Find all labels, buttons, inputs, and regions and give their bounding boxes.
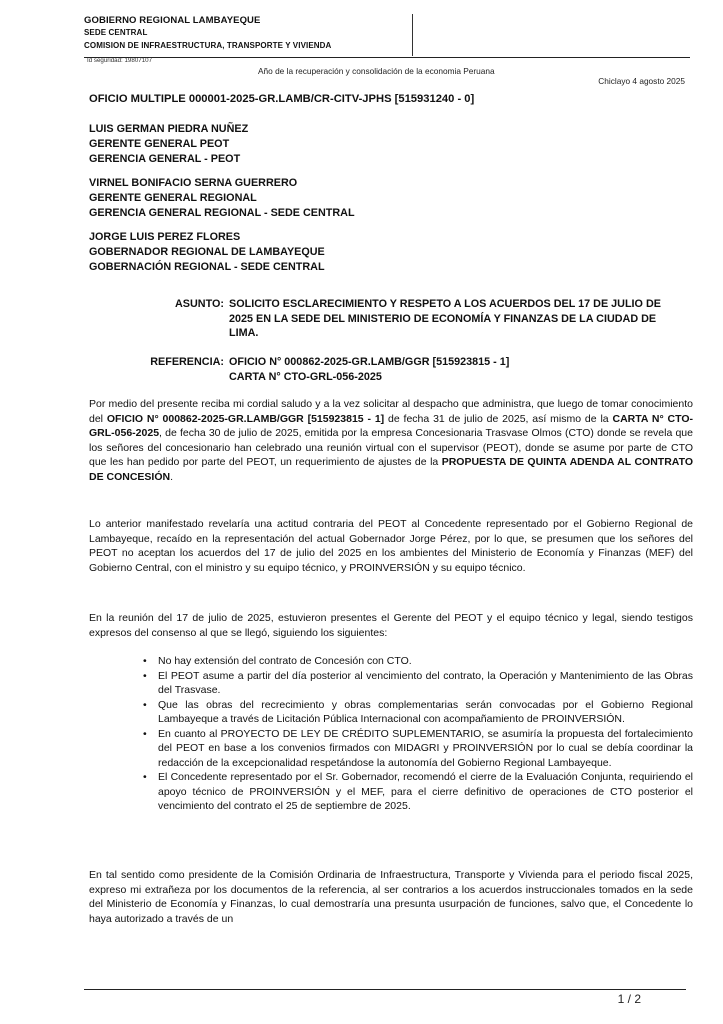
- recipient-position: GERENTE GENERAL REGIONAL: [89, 192, 257, 204]
- text-run-bold: CARTA N° CTO-GRL-056-2025: [89, 412, 694, 439]
- list-item: [143, 727, 693, 771]
- org-name: GOBIERNO REGIONAL LAMBAYEQUE: [84, 15, 261, 26]
- recipient-office: GERENCIA GENERAL REGIONAL - SEDE CENTRAL: [89, 207, 355, 219]
- paragraph-analysis: Lo anterior manifestado revelaría una actitud contraria del PEOT al Concedente representado por el Gobierno Regional de Lambayeque, recaído en la representación del actual Gobernador Jorge Pérez, por lo que, se presumen que los señores del PEOT no aceptan los acuerdos del 17 de julio del 2025 en los ambientes del Ministerio de Economía y Finanzas (MEF) del Gobierno Central, con el ministro y su equipo técnico, y PROINVERSIÓN y su equipo técnico.: [89, 518, 693, 574]
- list-item-text: Que las obras del recrecimiento y obras complementarias serán convocadas por el Gobierno Regional Lambayeque a través de Licitación Pública Internacional con acompañamiento de PROINVERSIÓN.: [158, 698, 693, 725]
- recipient-name: JORGE LUIS PEREZ FLORES: [89, 231, 241, 243]
- recipient-office: GOBERNACIÓN REGIONAL - SEDE CENTRAL: [89, 261, 325, 273]
- commission-name: COMISION DE INFRAESTRUCTURA, TRANSPORTE Y VIVIENDA: [84, 40, 332, 50]
- bullet-icon: •: [143, 655, 147, 667]
- list-item: [143, 669, 693, 698]
- text-run-bold: OFICIO N° 000862-2025-GR.LAMB/GGR [515923815 - 1]: [106, 412, 385, 425]
- paragraph-intro: [89, 397, 693, 484]
- bullet-icon: •: [143, 669, 147, 682]
- text-run: .: [170, 470, 174, 483]
- recipient-name: VIRNEL BONIFACIO SERNA GUERRERO: [89, 177, 298, 189]
- document-date: Chiclayo 4 agosto 2025: [598, 76, 685, 86]
- security-id: Id seguridad: 19807107: [87, 57, 153, 64]
- list-item: [143, 654, 693, 669]
- sede-name: SEDE CENTRAL: [84, 28, 148, 37]
- asunto-label: ASUNTO:: [175, 298, 224, 310]
- referencia-item: CARTA N° CTO-GRL-056-2025: [229, 370, 382, 383]
- list-item: [143, 770, 693, 814]
- recipients-block: [89, 122, 649, 284]
- recipient: [89, 122, 649, 167]
- list-item-text: El PEOT asume a partir del día posterior al vencimiento del contrato, la Operación y Mantenimiento de las Obras del Trasvase.: [158, 669, 693, 696]
- text-run: , de fecha 30 de julio de 2025, emitida por la empresa Concesionaria Trasvase Olmos (CTO) donde se revela que los señores del concesionario han celebrado una reunión virtual con el supervisor (PEOT), donde se asume por parte de CTO que les han pedido por parte del PEOT, un requerimiento de ajustes de la: [89, 427, 693, 468]
- text-run: Por medio del presente reciba mi cordial saludo y a la vez solicitar al despacho que administra, que luego de tomar conocimiento del: [89, 398, 693, 425]
- text-run: de fecha 31 de julio de 2025, así mismo de la: [384, 412, 613, 425]
- page-number: 1 / 2: [617, 992, 641, 1006]
- letterhead: [84, 14, 413, 56]
- text-run-bold: PROPUESTA DE QUINTA ADENDA AL CONTRATO DE CONCESIÓN: [89, 456, 693, 483]
- asunto-section: [136, 297, 676, 341]
- referencia-item: OFICIO N° 000862-2025-GR.LAMB/GGR [515923815 - 1]: [229, 356, 510, 368]
- referencia-section: [136, 355, 676, 384]
- recipient-position: GERENTE GENERAL PEOT: [89, 138, 230, 150]
- list-item-text: El Concedente representado por el Sr. Gobernador, recomendó el cierre de la Evaluación Conjunta, requiriendo el apoyo técnico de PROINVERSIÓN y el MEF, para el cierre definitivo de operaciones de CTO posterior el vencimiento del contrato el 25 de septiembre de 2025.: [158, 771, 693, 812]
- footer-divider: [84, 989, 686, 990]
- list-item: [143, 698, 693, 727]
- referencia-label: REFERENCIA:: [150, 356, 224, 368]
- header-divider: [84, 57, 690, 58]
- paragraph-meeting: En la reunión del 17 de julio de 2025, estuvieron presentes el Gerente del PEOT y el equipo técnico y legal, siendo testigos expresos del consenso al que se llegó, siguiendo los siguientes:: [89, 612, 693, 639]
- bullet-icon: •: [143, 771, 147, 783]
- agreements-list: [143, 654, 693, 814]
- year-name: Año de la recuperación y consolidación de la economia Peruana: [258, 66, 495, 76]
- list-item-text: En cuanto al PROYECTO DE LEY DE CRÉDITO SUPLEMENTARIO, se asumiría la propuesta del fortalecimiento del PEOT en base a los convenios firmados con MIDAGRI y PROINVERSIÓN por lo cual se debía coordinar la redacción de la excepcionalidad respetándose la autonomía del Gobierno Regional Lambayeque.: [158, 727, 693, 769]
- asunto-text: SOLICITO ESCLARECIMIENTO Y RESPETO A LOS ACUERDOS DEL 17 DE JULIO DE 2025 EN LA SEDE DEL MINISTERIO DE ECONOMÍA Y FINANZAS DE LA CIUDAD DE LIMA.: [229, 298, 661, 339]
- recipient: [89, 230, 649, 275]
- paragraph-conclusion: En tal sentido como presidente de la Comisión Ordinaria de Infraestructura, Transporte y Vivienda para el periodo fiscal 2025, expreso mi extrañeza por los documentos de la referencia, al ser contrarios a los acuerdos instruccionales tomados en la sede del Ministerio de Economía y Finanzas, lo cual demostraría una presunta usurpación de funciones, salvo que, el Concedente lo haya autorizado a través de un: [89, 869, 693, 925]
- referencia-list: [229, 355, 676, 384]
- recipient-name: LUIS GERMAN PIEDRA NUÑEZ: [89, 123, 249, 135]
- list-item-text: No hay extensión del contrato de Concesión con CTO.: [158, 655, 412, 667]
- bullet-icon: •: [143, 727, 147, 740]
- oficio-title: OFICIO MULTIPLE 000001-2025-GR.LAMB/CR-CITV-JPHS [515931240 - 0]: [89, 93, 475, 105]
- recipient-office: GERENCIA GENERAL - PEOT: [89, 153, 241, 165]
- recipient-position: GOBERNADOR REGIONAL DE LAMBAYEQUE: [89, 246, 325, 258]
- recipient: [89, 176, 649, 221]
- bullet-icon: •: [143, 698, 147, 711]
